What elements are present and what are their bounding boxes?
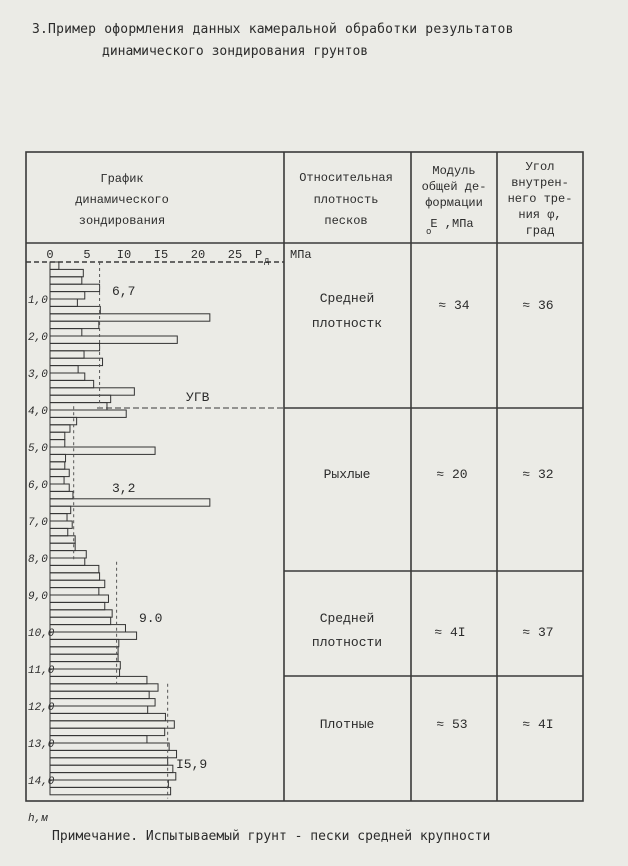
header-density-1: Относительная <box>299 171 393 185</box>
sounding-bar <box>50 447 155 454</box>
header-density-3: песков <box>324 214 368 228</box>
sounding-bar <box>50 284 100 291</box>
header-density-2: плотность <box>313 193 379 207</box>
sounding-bar <box>50 736 147 743</box>
sounding-bar <box>50 491 73 498</box>
sounding-bar <box>50 477 64 484</box>
sounding-bar <box>50 669 120 676</box>
depth-label: 8,0 <box>28 554 48 566</box>
layer2-angle: ≈ 32 <box>522 467 554 482</box>
header-modulus-2: общей де- <box>421 180 487 194</box>
sounding-bar <box>50 565 99 572</box>
layer3-density-1: Средней <box>319 611 375 626</box>
header-modulus-1: Модуль <box>432 164 476 178</box>
sounding-bar <box>50 358 103 365</box>
sounding-bar <box>50 558 85 565</box>
layer3-angle: ≈ 37 <box>522 625 554 640</box>
header-angle-4: ния φ, <box>518 208 562 222</box>
header-modulus-4: Е ,МПа <box>430 217 474 231</box>
layer3-density-2: плотности <box>311 635 383 650</box>
sounding-bar <box>50 484 69 491</box>
sounding-bar <box>50 676 147 683</box>
sounding-bar <box>50 329 82 336</box>
sounding-bar <box>50 410 126 417</box>
sounding-bar <box>50 765 173 772</box>
sounding-bar <box>50 758 168 765</box>
sounding-bar <box>50 787 171 794</box>
sounding-bar <box>50 388 134 395</box>
x-tick-5: 5 <box>83 248 91 262</box>
note-text: Примечание. Испытываемый грунт - пески средней крупности <box>52 829 491 844</box>
header-graph-1: График <box>100 172 144 186</box>
header-angle-1: Угол <box>525 160 555 174</box>
depth-label: 14,0 <box>28 776 55 788</box>
sounding-bar <box>50 573 100 580</box>
layer2-density: Рыхлые <box>323 467 371 482</box>
sounding-bar <box>50 625 125 632</box>
sounding-bar <box>50 432 65 439</box>
annotation-15-9: I5,9 <box>176 757 208 772</box>
x-tick-15: I5 <box>153 248 169 262</box>
layer2-modulus: ≈ 20 <box>436 467 468 482</box>
header-graph-2: динамического <box>75 193 169 207</box>
depth-label: 11,0 <box>28 665 55 677</box>
sounding-bar <box>50 321 99 328</box>
sounding-bar <box>50 380 94 387</box>
sounding-bar <box>50 299 77 306</box>
depth-label: 7,0 <box>28 517 48 529</box>
sounding-bar <box>50 662 120 669</box>
sounding-bar <box>50 403 107 410</box>
sounding-bar <box>50 713 165 720</box>
document-title-line1: 3.Пример оформления данных камеральной обработки результатов <box>32 22 514 37</box>
depth-label: 6,0 <box>28 480 48 492</box>
sounding-bar <box>50 588 99 595</box>
sounding-bar <box>50 728 165 735</box>
sounding-bar <box>50 721 174 728</box>
sounding-bar <box>50 262 59 269</box>
sounding-bar <box>50 521 72 528</box>
sounding-bar <box>50 551 86 558</box>
sounding-bar <box>50 647 118 654</box>
sounding-bar <box>50 602 105 609</box>
sounding-bar <box>50 595 108 602</box>
sounding-bar <box>50 395 111 402</box>
depth-label: 4,0 <box>28 406 48 418</box>
header-graph-3: зондирования <box>78 214 166 228</box>
header-angle-5: град <box>525 224 555 238</box>
header-angle-2: внутрен- <box>511 176 569 190</box>
sounding-bar <box>50 514 67 521</box>
sounding-bar <box>50 773 176 780</box>
sounding-bar <box>50 610 112 617</box>
layer4-angle: ≈ 4I <box>522 717 554 732</box>
layer4-density: Плотные <box>319 717 375 732</box>
depth-label: 2,0 <box>28 332 48 344</box>
x-tick-0: 0 <box>46 248 54 262</box>
x-axis-unit: МПа <box>290 248 312 262</box>
layer4-modulus: ≈ 53 <box>436 717 468 732</box>
sounding-bar <box>50 469 69 476</box>
depth-label: 12,0 <box>28 702 55 714</box>
x-axis-label: Р <box>255 248 263 262</box>
layer3-modulus: ≈ 4I <box>434 625 466 640</box>
sounding-bar <box>50 743 169 750</box>
sounding-bar <box>50 366 78 373</box>
annotation-3-2: 3,2 <box>112 481 136 496</box>
sounding-bar <box>50 425 70 432</box>
header-modulus-sub: о <box>426 227 432 237</box>
x-axis-label-sub: д <box>264 256 270 266</box>
header-angle-3: него тре- <box>507 192 573 206</box>
document-title-line2: динамического зондирования грунтов <box>102 44 369 59</box>
header-modulus-3: формации <box>425 196 483 210</box>
depth-label: 3,0 <box>28 369 48 381</box>
sounding-bar <box>50 454 66 461</box>
x-tick-20: 20 <box>190 248 206 262</box>
depth-label: 13,0 <box>28 739 55 751</box>
sounding-bar <box>50 462 65 469</box>
x-tick-10: I0 <box>116 248 132 262</box>
sounding-bar <box>50 654 118 661</box>
sounding-bar <box>50 306 100 313</box>
depth-label: 5,0 <box>28 443 48 455</box>
sounding-bar <box>50 699 155 706</box>
sounding-bar <box>50 417 77 424</box>
sounding-bar <box>50 684 158 691</box>
sounding-bar <box>50 373 85 380</box>
sounding-bar <box>50 780 168 787</box>
sounding-bar <box>50 639 119 646</box>
sounding-bar <box>50 632 137 639</box>
sounding-bar <box>50 691 149 698</box>
annotation-9-0: 9.0 <box>139 611 163 626</box>
sounding-bar <box>50 292 85 299</box>
sounding-bar <box>50 351 84 358</box>
sounding-bar <box>50 750 177 757</box>
sounding-bar <box>50 277 82 284</box>
sounding-bar <box>50 580 105 587</box>
annotation-6-7: 6,7 <box>112 284 136 299</box>
sounding-bar <box>50 343 100 350</box>
layer1-density-1: Средней <box>319 291 375 306</box>
sounding-bar <box>50 336 177 343</box>
sounding-bar <box>50 706 148 713</box>
sounding-bar <box>50 440 65 447</box>
depth-label: 10,0 <box>28 628 55 640</box>
layer1-angle: ≈ 36 <box>522 298 554 313</box>
sounding-bar <box>50 536 75 543</box>
depth-label: 9,0 <box>28 591 48 603</box>
sounding-bar <box>50 314 210 321</box>
depth-label: 1,0 <box>28 295 48 307</box>
sounding-bar <box>50 617 111 624</box>
groundwater-label: УГВ <box>186 390 210 405</box>
sounding-bar <box>50 528 68 535</box>
layer1-modulus: ≈ 34 <box>438 298 470 313</box>
sounding-bar <box>50 543 75 550</box>
depth-label: h,м <box>28 813 48 825</box>
x-tick-25: 25 <box>227 248 243 262</box>
sounding-bar <box>50 269 83 276</box>
layer1-density-2: плотностк <box>311 316 383 331</box>
sounding-bar <box>50 506 71 513</box>
